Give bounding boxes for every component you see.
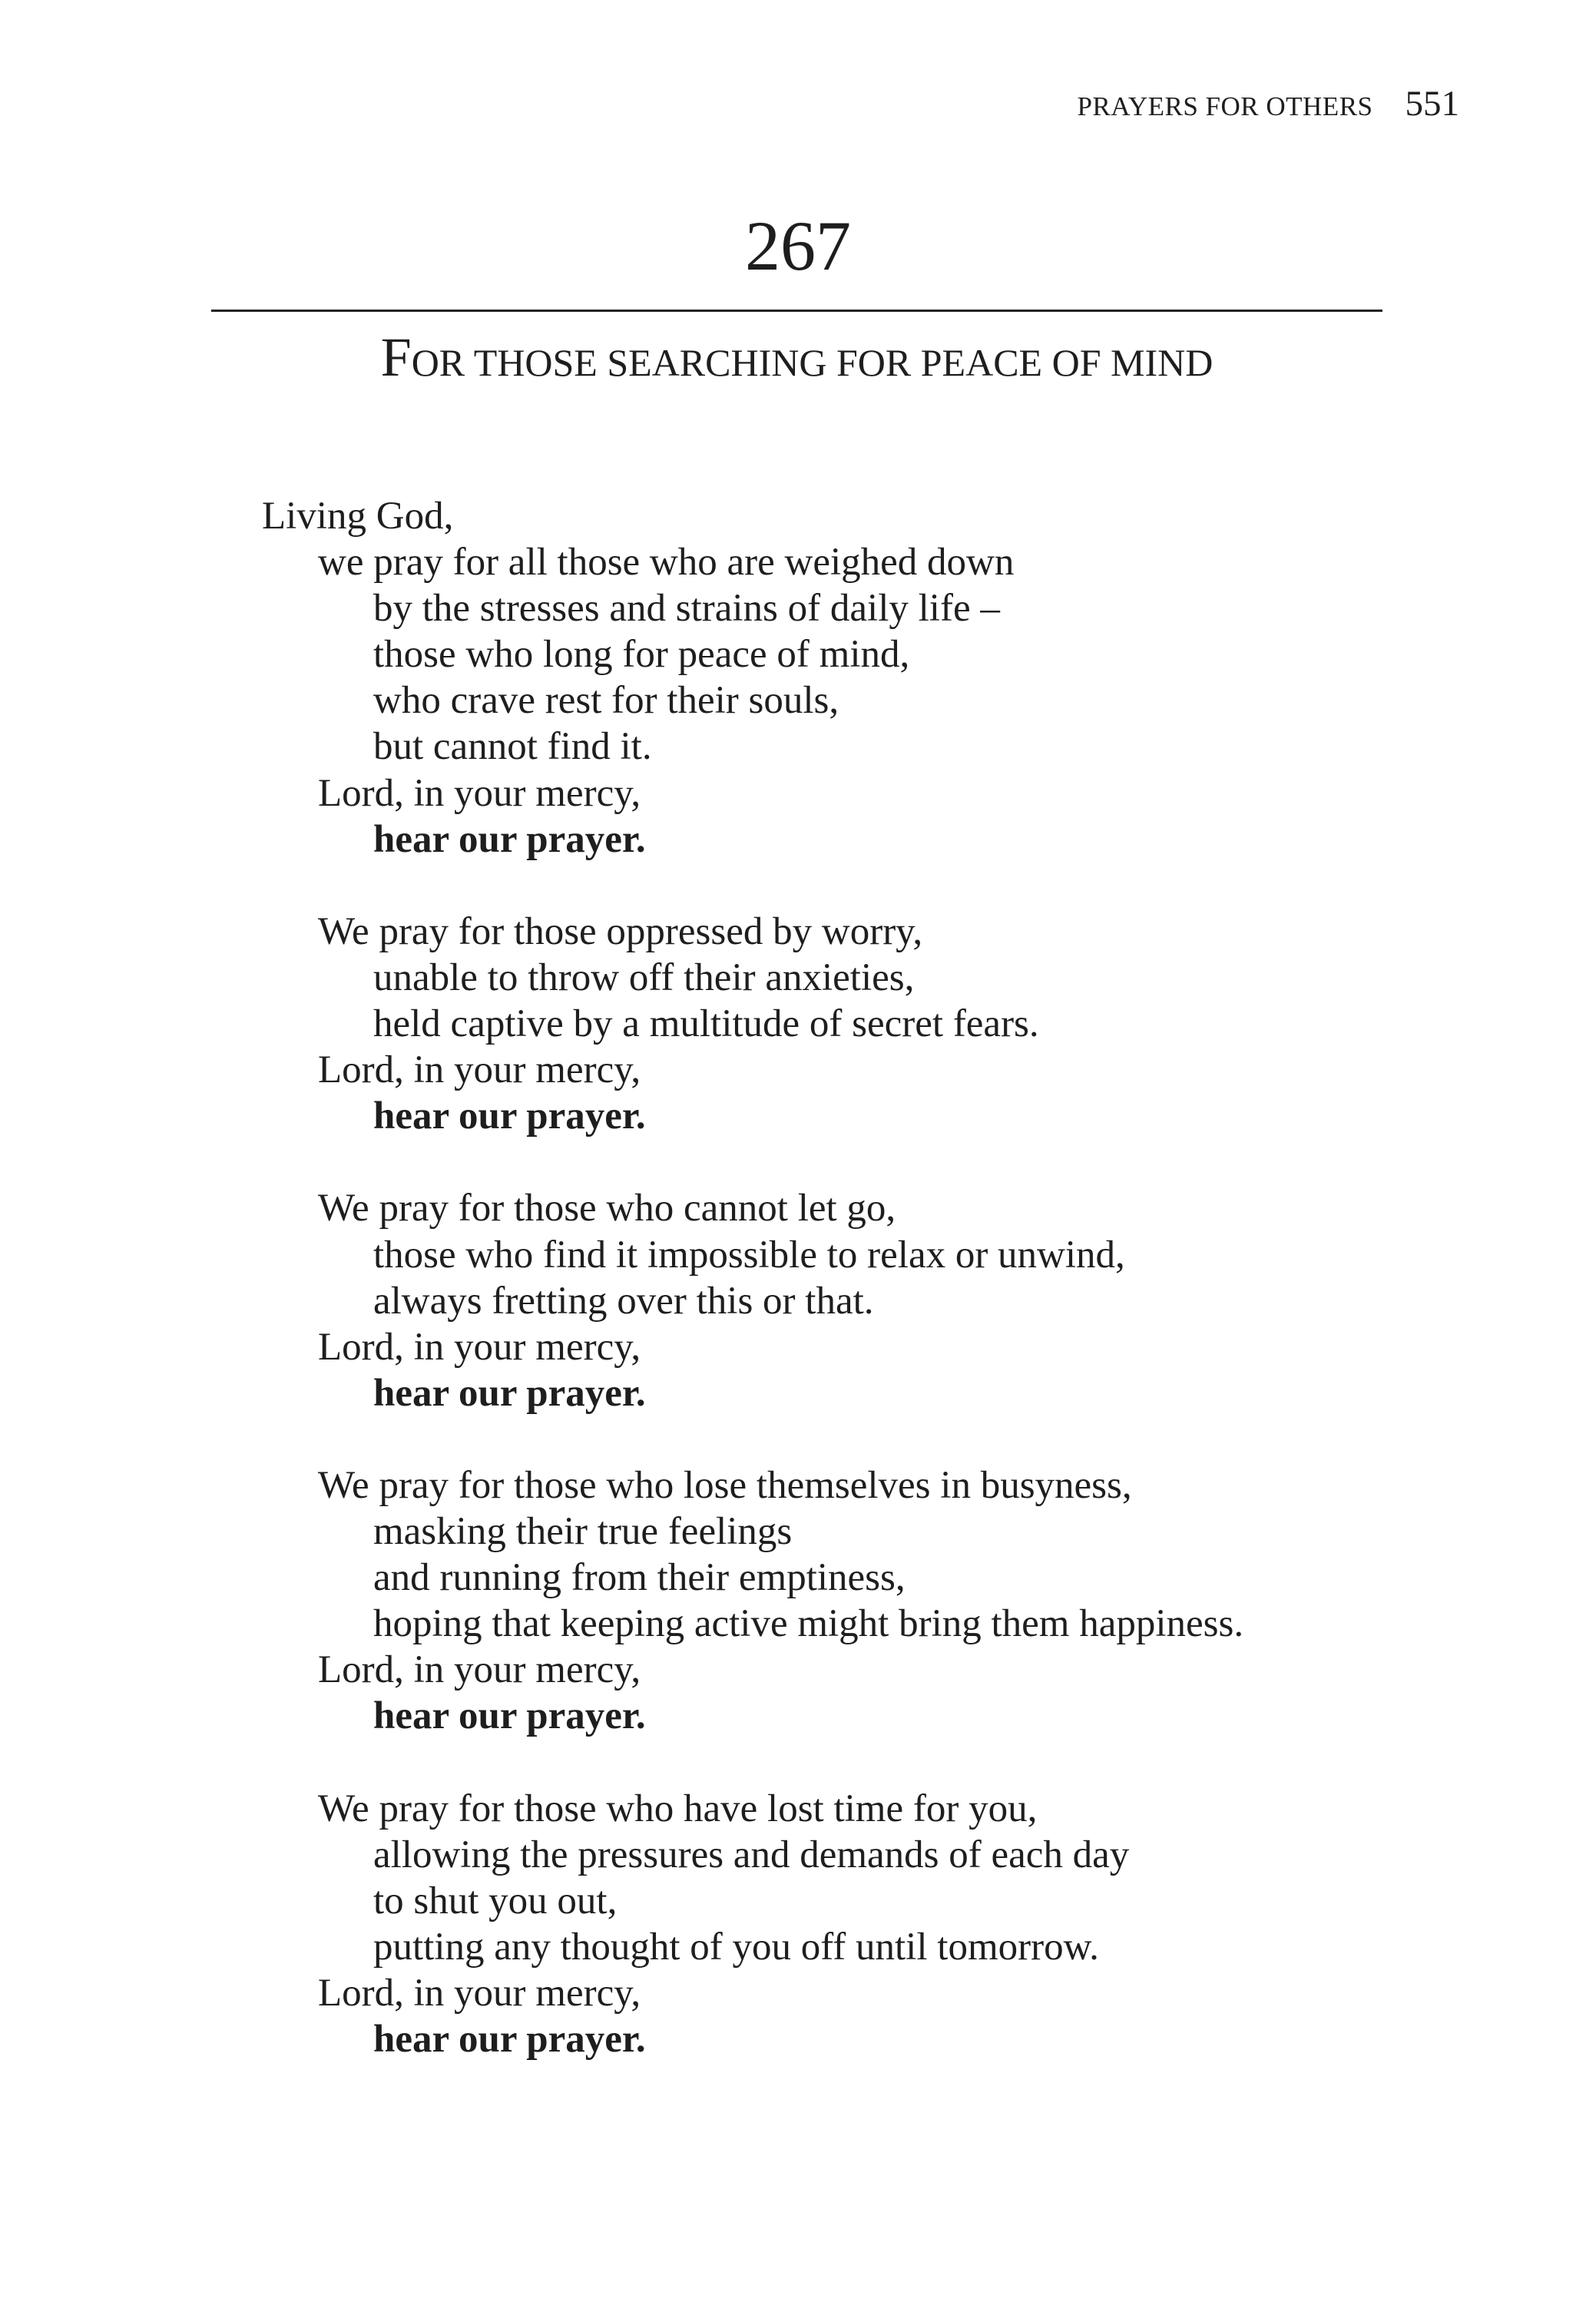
running-head bbox=[1077, 83, 1459, 124]
stanza-gap bbox=[262, 1416, 1491, 1462]
response-line: hear our prayer. bbox=[373, 1095, 646, 1138]
prayer-line: hoping that keeping active might bring them happiness. bbox=[373, 1602, 1244, 1646]
stanza-gap bbox=[262, 863, 1491, 909]
prayer-line: to shut you out, bbox=[373, 1879, 618, 1922]
page-number: 551 bbox=[1405, 84, 1459, 124]
prayer-body bbox=[262, 493, 1491, 2062]
prayer-stanza bbox=[262, 493, 1491, 863]
prayer-line: Lord, in your mercy, bbox=[318, 1048, 641, 1092]
prayer-line: who crave rest for their souls, bbox=[373, 679, 839, 723]
prayer-line: but cannot find it. bbox=[373, 725, 652, 769]
prayer-stanza bbox=[262, 1786, 1491, 2063]
prayer-title-rest: OR THOSE SEARCHING FOR PEACE OF MIND bbox=[411, 341, 1214, 384]
prayer-line: Living God, bbox=[262, 495, 454, 538]
prayer-line: held captive by a multitude of secret fears. bbox=[373, 1002, 1039, 1046]
prayer-line: those who find it impossible to relax or unwind, bbox=[373, 1233, 1125, 1277]
prayer-stanza bbox=[262, 909, 1491, 1139]
prayer-line: putting any thought of you off until tomorrow. bbox=[373, 1925, 1099, 1969]
prayer-stanza bbox=[262, 1462, 1491, 1740]
prayer-line: Lord, in your mercy, bbox=[318, 1972, 641, 2015]
prayer-line: by the stresses and strains of daily life – bbox=[373, 587, 1000, 631]
section-title: PRAYERS FOR OTHERS bbox=[1077, 91, 1373, 121]
prayer-line: We pray for those who lose themselves in busyness, bbox=[318, 1463, 1132, 1507]
response-line: hear our prayer. bbox=[373, 1694, 646, 1738]
prayer-title bbox=[211, 326, 1382, 393]
prayer-line: We pray for those who cannot let go, bbox=[318, 1187, 896, 1230]
stanza-gap bbox=[262, 1139, 1491, 1185]
prayer-line: We pray for those oppressed by worry, bbox=[318, 909, 923, 953]
prayer-number: 267 bbox=[745, 207, 851, 285]
prayer-line: masking their true feelings bbox=[373, 1510, 793, 1554]
prayer-line: we pray for all those who are weighed down bbox=[318, 541, 1015, 585]
response-line: hear our prayer. bbox=[373, 817, 646, 861]
title-divider bbox=[211, 310, 1382, 312]
prayer-line: Lord, in your mercy, bbox=[318, 1648, 641, 1692]
prayer-title-initial: F bbox=[380, 326, 412, 388]
prayer-line: Lord, in your mercy, bbox=[318, 771, 641, 815]
prayer-line: unable to throw off their anxieties, bbox=[373, 955, 915, 999]
prayer-line: always fretting over this or that. bbox=[373, 1279, 874, 1323]
prayer-line: We pray for those who have lost time for you, bbox=[318, 1787, 1038, 1830]
prayer-line: allowing the pressures and demands of each day bbox=[373, 1833, 1130, 1876]
response-line: hear our prayer. bbox=[373, 1371, 646, 1415]
prayer-line: those who long for peace of mind, bbox=[373, 633, 910, 677]
response-line: hear our prayer. bbox=[373, 2018, 646, 2062]
prayer-stanza bbox=[262, 1185, 1491, 1416]
prayer-line: Lord, in your mercy, bbox=[318, 1325, 641, 1369]
prayer-line: and running from their emptiness, bbox=[373, 1556, 906, 1600]
stanza-gap bbox=[262, 1740, 1491, 1786]
